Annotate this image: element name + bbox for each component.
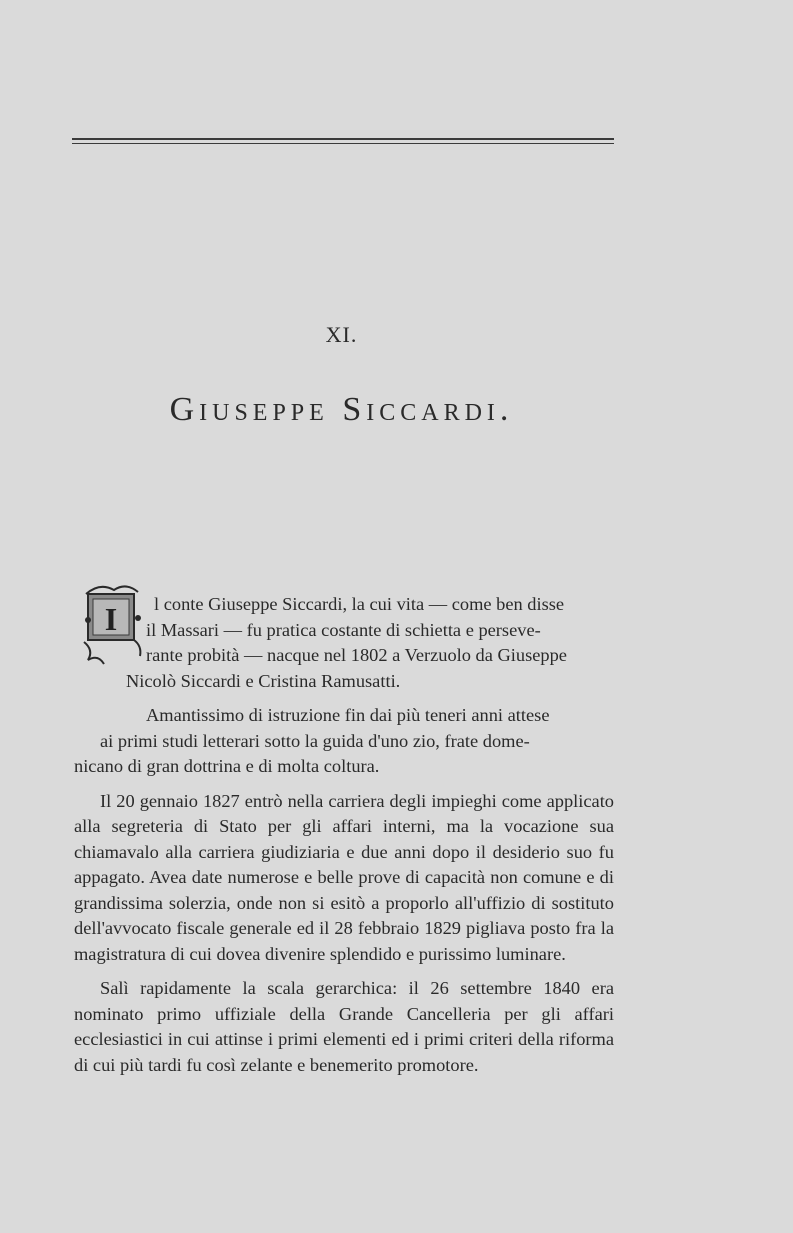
chapter-title: Giuseppe Siccardi. xyxy=(169,391,514,428)
text-line: Nicolò Siccardi e Cristina Ramusatti. xyxy=(126,670,401,691)
text-line: il Massari — fu pratica costante di schietta e perseve- xyxy=(146,619,541,640)
text-line: rante probità — nacque nel 1802 a Verzuolo da Giuseppe xyxy=(146,645,567,665)
paragraph-3: Il 20 gennaio 1827 entrò nella carriera degli impieghi come applicato alla segreteria di Stato per gli affari interni, ma la vocazione sua chiamavalo alla carriera giudiziaria e due anni dopo il desiderio suo fu appagato. Avea date numerose e belle prove di capacità non comune e di grandissima solerzia, onde non si esitò a proporlo all'uffizio di sostituto dell'avvocato fiscale generale ed il 28 febbraio 1829 pigliava posto fra la magistratura di cui dovea divenire splendido e purissimo luminare. xyxy=(74,790,614,964)
text-line: ai primi studi letterari sotto la guida d'uno zio, frate dome- xyxy=(100,730,530,751)
paragraph-4: Salì rapidamente la scala gerarchica: il 26 settembre 1840 era nominato primo uffiziale della Grande Cancelleria per gli affari ecclesiastici in cui attinse i primi elementi ed i primi criteri della riforma di cui più tardi fu così zelante e benemerito promotore. xyxy=(74,978,614,1075)
text-line: nicano di gran dottrina e di molta coltura. xyxy=(74,756,380,776)
body-text xyxy=(74,592,614,1087)
header-rule xyxy=(72,138,614,140)
paragraph-2 xyxy=(74,703,614,780)
text-line: l conte Giuseppe Siccardi, la cui vita — come ben disse xyxy=(154,594,565,614)
drop-cap-letter: I xyxy=(104,601,118,637)
chapter-number: XI. xyxy=(325,322,358,347)
text-line: Amantissimo di istruzione fin dai più teneri anni attese xyxy=(146,705,550,725)
header-rule-thin xyxy=(72,143,614,144)
paragraph-1 xyxy=(74,592,614,694)
